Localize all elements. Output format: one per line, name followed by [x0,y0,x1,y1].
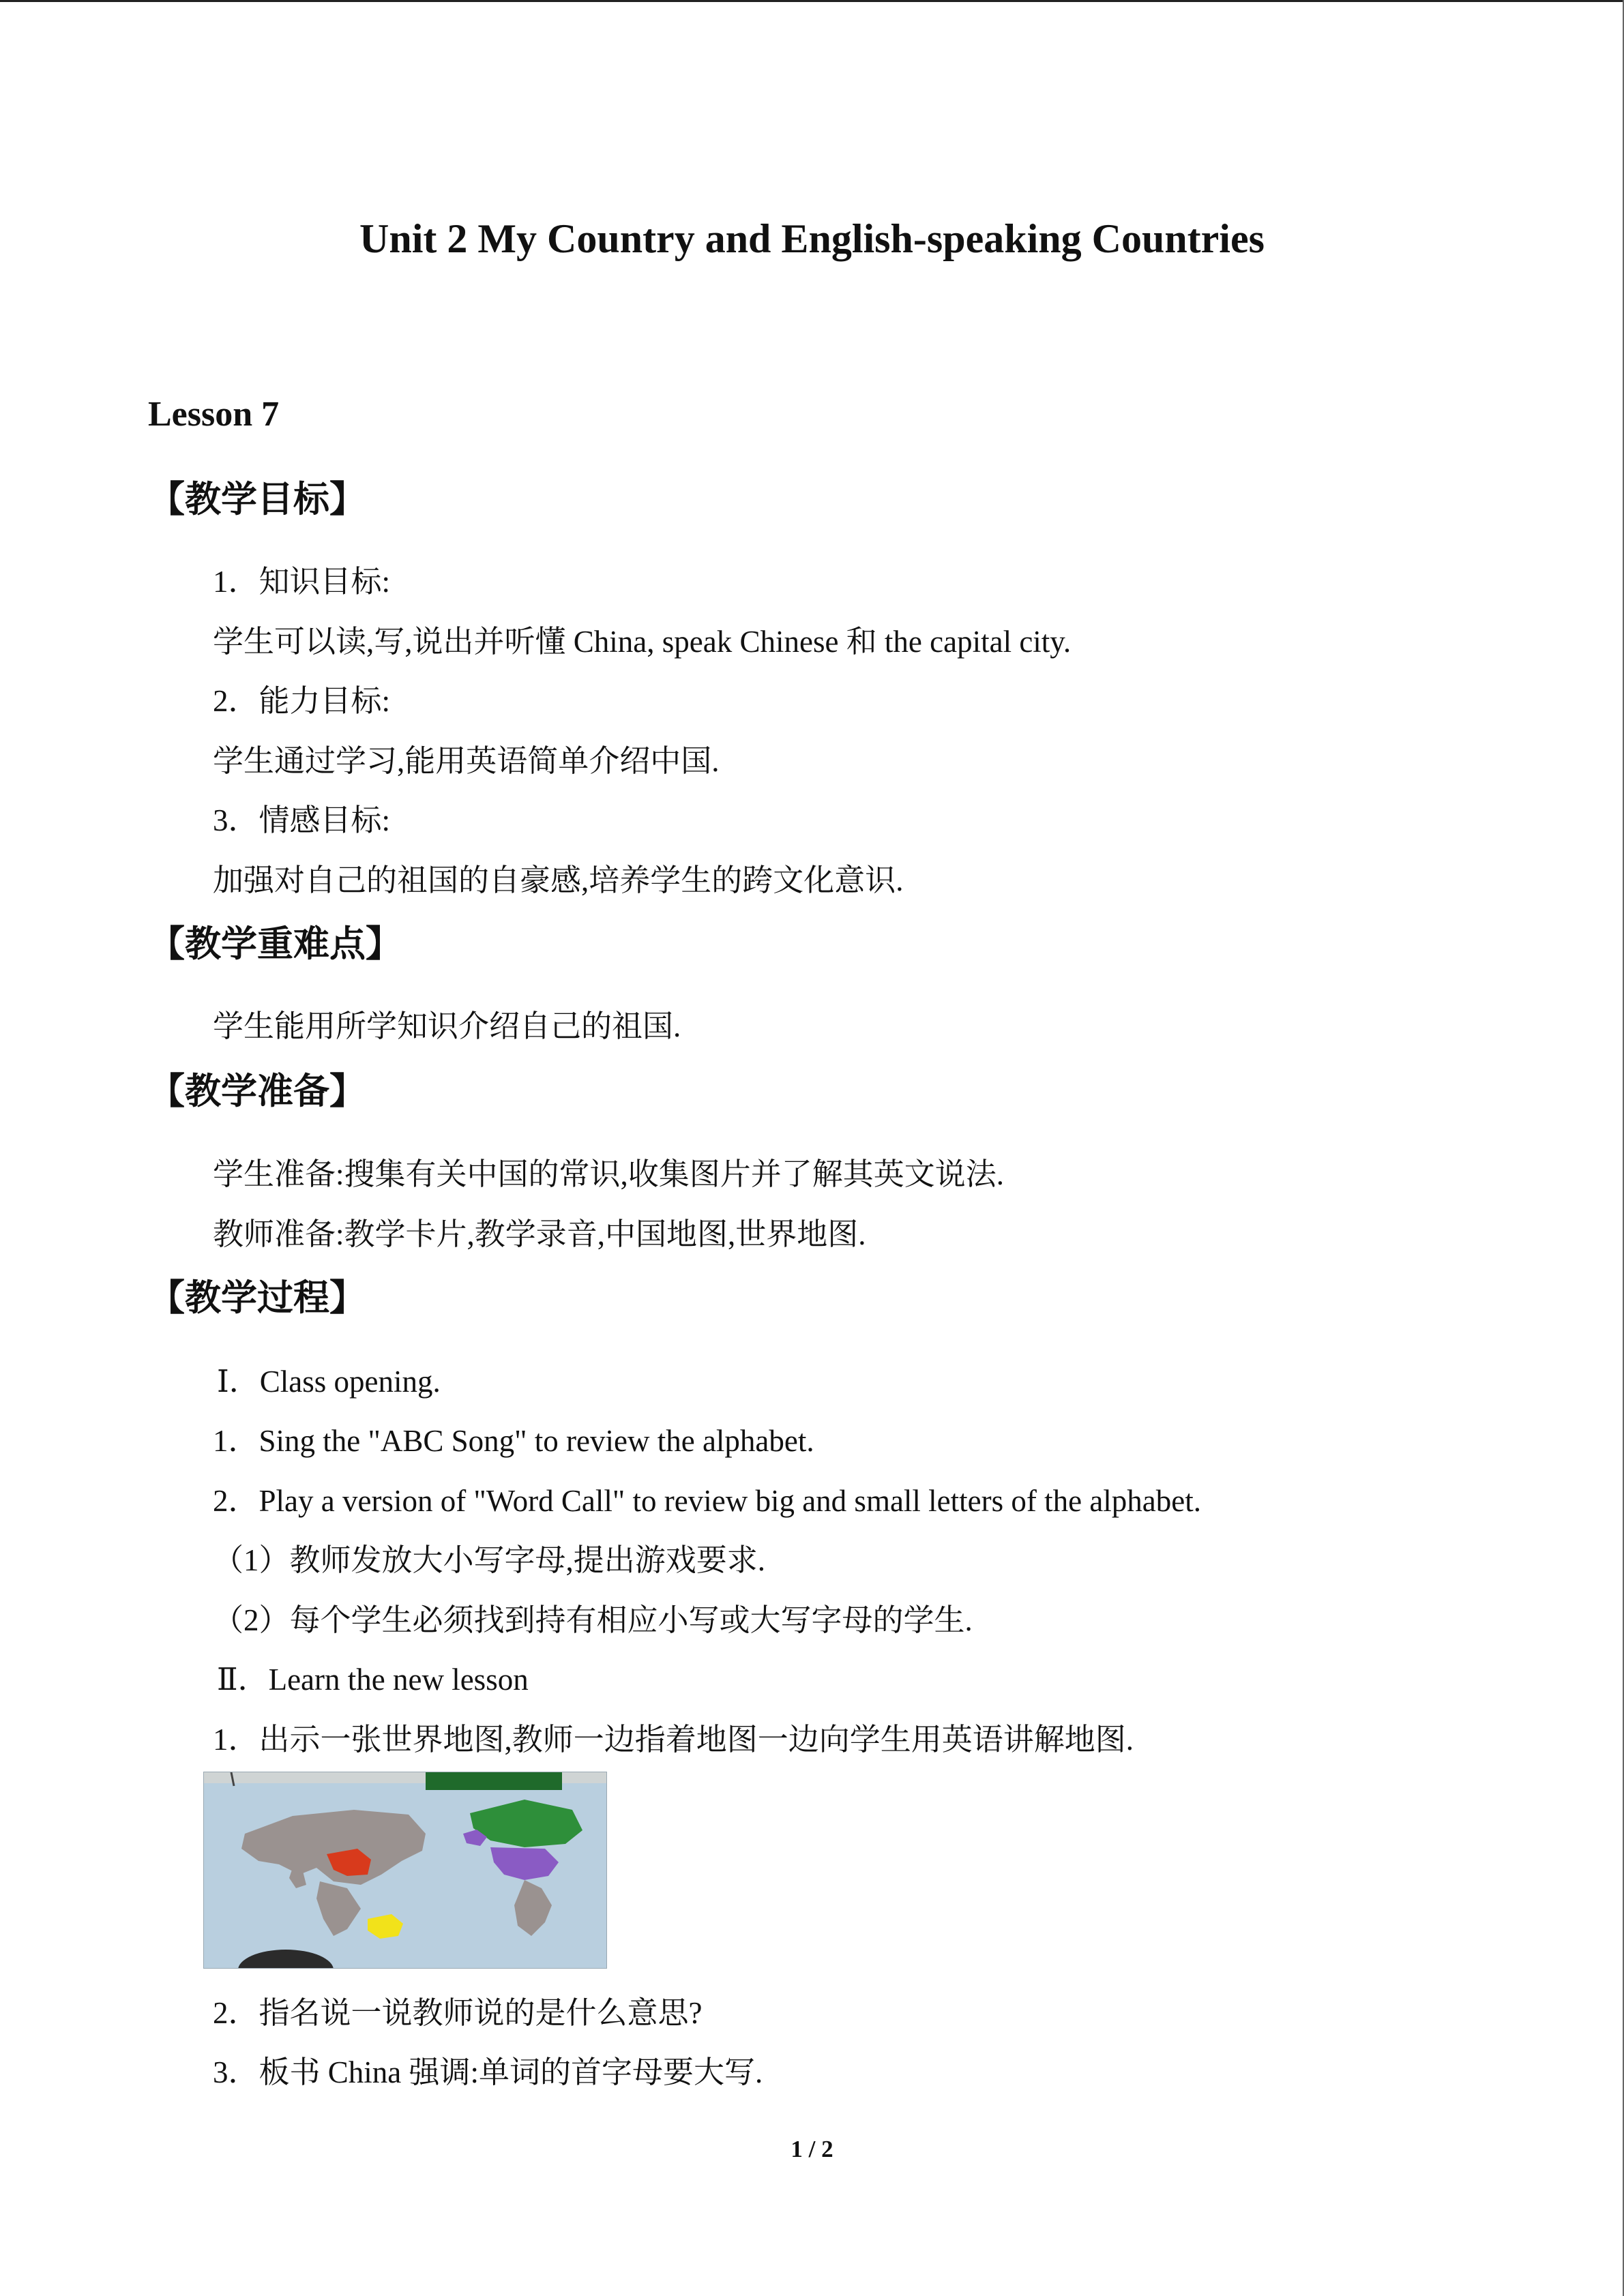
process-step-1-2: 2．Play a version of "Word Call" to review big and small letters of the alphabet. [213,1484,1202,1518]
objective-knowledge-text: 学生可以读,写,说出并听懂 China, speak Chinese 和 the capital city. [213,625,1072,659]
process-step-1: Ⅰ．Class opening. [217,1365,441,1399]
process-step-1-1: 1．Sing the "ABC Song" to review the alphabet. [213,1424,814,1458]
objective-knowledge-label: 1．知识目标: [213,565,391,599]
process-step-2-3: 3．板书 China 强调:单词的首字母要大写. [213,2055,763,2089]
page-top-border [0,0,1624,2]
process-step-1-2-b: （2）每个学生必须找到持有相应小写或大写字母的学生. [213,1603,973,1637]
section-process-heading: 【教学过程】 [149,1277,366,1319]
process-step-2-2: 2．指名说一说教师说的是什么意思? [213,1996,703,2030]
section-preparation-heading: 【教学准备】 [149,1071,366,1112]
preparation-teacher: 教师准备:教学卡片,教学录音,中国地图,世界地图. [213,1217,866,1251]
objective-ability-label: 2．能力目标: [213,684,391,718]
page-number: 1 / 2 [791,2136,833,2162]
process-step-1-2-a: （1）教师发放大小写字母,提出游戏要求. [213,1543,766,1577]
process-step-2-1: 1．出示一张世界地图,教师一边指着地图一边向学生用英语讲解地图. [213,1723,1134,1757]
world-map-image [203,1772,607,1969]
key-points-text: 学生能用所学知识介绍自己的祖国. [213,1009,681,1043]
lesson-heading: Lesson 7 [148,395,280,434]
world-map-graphic [204,1772,606,1968]
objective-ability-text: 学生通过学习,能用英语简单介绍中国. [213,744,720,778]
section-objectives-heading: 【教学目标】 [149,479,366,520]
section-key-points-heading: 【教学重难点】 [149,923,402,965]
objective-emotion-text: 加强对自己的祖国的自豪感,培养学生的跨文化意识. [213,863,904,897]
process-step-2: Ⅱ．Learn the new lesson [217,1663,529,1697]
preparation-students: 学生准备:搜集有关中国的常识,收集图片并了解其英文说法. [213,1157,1005,1191]
objective-emotion-label: 3．情感目标: [213,803,391,837]
document-title: Unit 2 My Country and English-speaking Countries [359,216,1265,261]
